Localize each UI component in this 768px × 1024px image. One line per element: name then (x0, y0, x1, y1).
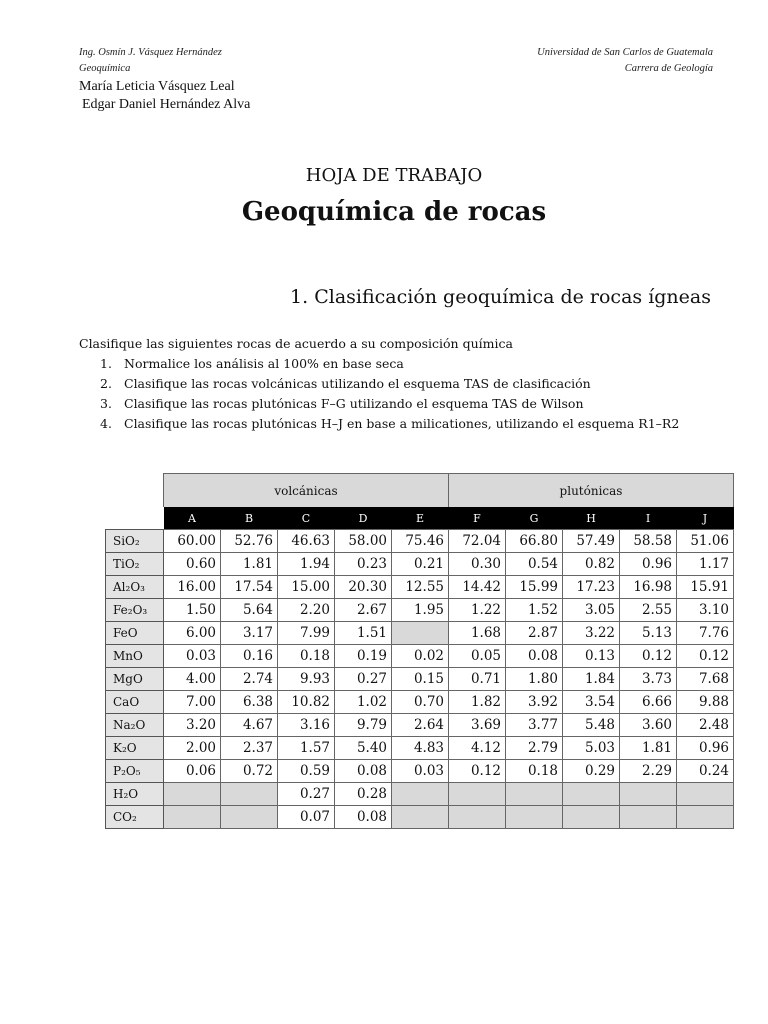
table-cell: 0.29 (563, 760, 620, 783)
table-cell: 2.55 (620, 599, 677, 622)
table-cell: 3.54 (563, 691, 620, 714)
table-cell (563, 783, 620, 806)
table-cell (449, 783, 506, 806)
table-cell: 0.82 (563, 553, 620, 576)
table-cell: 0.30 (449, 553, 506, 576)
table-cell: 3.73 (620, 668, 677, 691)
oxide-label: FeO (106, 622, 164, 645)
table-cell: 2.29 (620, 760, 677, 783)
table-cell: 3.10 (677, 599, 734, 622)
instruction-text: Clasifique las rocas volcánicas utilizando el esquema TAS de clasificación (124, 376, 591, 391)
instructions-intro: Clasifique las siguientes rocas de acuerdo a su composición química (79, 336, 513, 351)
table-cell: 0.06 (164, 760, 221, 783)
oxide-label: H₂O (106, 783, 164, 806)
author-1: María Leticia Vásquez Leal (79, 79, 235, 94)
table-cell: 9.93 (278, 668, 335, 691)
column-header-6: G (506, 507, 563, 530)
table-cell: 15.99 (506, 576, 563, 599)
table-cell: 15.00 (278, 576, 335, 599)
table-row (106, 714, 734, 737)
table-cell: 0.13 (563, 645, 620, 668)
table-cell: 3.92 (506, 691, 563, 714)
table-cell: 52.76 (221, 530, 278, 553)
table-cell: 7.68 (677, 668, 734, 691)
table-cell: 16.98 (620, 576, 677, 599)
table-cell: 3.05 (563, 599, 620, 622)
table-cell: 0.16 (221, 645, 278, 668)
table-cell (677, 783, 734, 806)
table-cell: 5.13 (620, 622, 677, 645)
column-header-4: E (392, 507, 449, 530)
oxide-label: Na₂O (106, 714, 164, 737)
table-cell: 0.54 (506, 553, 563, 576)
table-cell: 0.59 (278, 760, 335, 783)
table-cell: 0.27 (335, 668, 392, 691)
table-cell: 2.67 (335, 599, 392, 622)
instructions (79, 334, 679, 434)
table-cell: 0.18 (506, 760, 563, 783)
table-row (106, 645, 734, 668)
group-header-1: plutónicas (449, 474, 734, 508)
instruction-text: Clasifique las rocas plutónicas H–J en base a milicationes, utilizando el esquema R1–R2 (124, 416, 680, 431)
table-cell (506, 783, 563, 806)
table-cell: 2.20 (278, 599, 335, 622)
table-cell: 4.67 (221, 714, 278, 737)
table-cell: 6.38 (221, 691, 278, 714)
instruction-text: Clasifique las rocas plutónicas F–G utilizando el esquema TAS de Wilson (124, 396, 584, 411)
table-cell: 57.49 (563, 530, 620, 553)
table-cell (449, 806, 506, 829)
table-cell: 10.82 (278, 691, 335, 714)
column-header-3: D (335, 507, 392, 530)
table-row (106, 622, 734, 645)
oxide-label: TiO₂ (106, 553, 164, 576)
table-cell: 7.99 (278, 622, 335, 645)
table-cell: 4.00 (164, 668, 221, 691)
author-2: Edgar Daniel Hernández Alva (82, 97, 251, 112)
table-cell: 3.17 (221, 622, 278, 645)
table-cell: 20.30 (335, 576, 392, 599)
header-left (79, 45, 222, 77)
table-cell: 2.87 (506, 622, 563, 645)
column-header-8: I (620, 507, 677, 530)
group-header-row (106, 474, 734, 508)
table-cell: 6.66 (620, 691, 677, 714)
table-cell: 60.00 (164, 530, 221, 553)
table-cell: 0.08 (506, 645, 563, 668)
table-cell: 3.77 (506, 714, 563, 737)
table-cell: 3.22 (563, 622, 620, 645)
table-cell: 2.00 (164, 737, 221, 760)
column-header-9: J (677, 507, 734, 530)
table-cell: 2.79 (506, 737, 563, 760)
table-row (106, 668, 734, 691)
table-cell: 1.51 (335, 622, 392, 645)
table-cell: 58.58 (620, 530, 677, 553)
table-cell (164, 806, 221, 829)
table-cell: 5.64 (221, 599, 278, 622)
table-cell: 1.81 (620, 737, 677, 760)
table-cell: 0.21 (392, 553, 449, 576)
table-cell: 1.68 (449, 622, 506, 645)
column-header-5: F (449, 507, 506, 530)
table-cell: 0.71 (449, 668, 506, 691)
rock-composition-table (105, 473, 734, 829)
table-cell: 0.12 (677, 645, 734, 668)
table-cell (392, 783, 449, 806)
table-cell (677, 806, 734, 829)
table-cell: 75.46 (392, 530, 449, 553)
table-cell (506, 806, 563, 829)
table-cell: 1.22 (449, 599, 506, 622)
oxide-label: Al₂O₃ (106, 576, 164, 599)
table-cell: 0.12 (449, 760, 506, 783)
instruction-item: 4. Clasifique las rocas plutónicas H–J en base a milicationes, utilizando el esquema R1–R2 (100, 416, 680, 431)
program-name: Carrera de Geología (624, 63, 713, 74)
table-cell (392, 622, 449, 645)
document-title: Geoquímica de rocas (241, 197, 547, 227)
column-header-1: B (221, 507, 278, 530)
table-cell: 4.83 (392, 737, 449, 760)
table-cell: 12.55 (392, 576, 449, 599)
table-cell: 0.12 (620, 645, 677, 668)
table-cell: 1.57 (278, 737, 335, 760)
table-cell: 3.20 (164, 714, 221, 737)
section-title: 1. Clasificación geoquímica de rocas ígneas (290, 286, 711, 308)
table-cell: 5.03 (563, 737, 620, 760)
table-cell: 17.54 (221, 576, 278, 599)
course-name: Geoquímica (79, 63, 131, 74)
table-cell: 9.88 (677, 691, 734, 714)
group-header-0: volcánicas (164, 474, 449, 508)
oxide-label: CaO (106, 691, 164, 714)
oxide-label: CO₂ (106, 806, 164, 829)
table-cell: 3.16 (278, 714, 335, 737)
column-header-7: H (563, 507, 620, 530)
table-cell: 58.00 (335, 530, 392, 553)
table-cell: 0.27 (278, 783, 335, 806)
table-cell: 1.95 (392, 599, 449, 622)
table-cell: 51.06 (677, 530, 734, 553)
table-cell: 0.02 (392, 645, 449, 668)
table-cell: 0.60 (164, 553, 221, 576)
table-cell: 1.50 (164, 599, 221, 622)
column-header-2: C (278, 507, 335, 530)
table-cell: 4.12 (449, 737, 506, 760)
table-cell: 0.96 (620, 553, 677, 576)
table-cell: 72.04 (449, 530, 506, 553)
table-cell (563, 806, 620, 829)
column-header-row (106, 507, 734, 530)
oxide-label: MnO (106, 645, 164, 668)
table-cell: 1.52 (506, 599, 563, 622)
table-cell: 0.07 (278, 806, 335, 829)
table-cell: 0.08 (335, 806, 392, 829)
instruction-item: 2. Clasifique las rocas volcánicas utilizando el esquema TAS de clasificación (100, 376, 591, 391)
table-cell: 16.00 (164, 576, 221, 599)
table-cell: 0.05 (449, 645, 506, 668)
table-cell: 1.80 (506, 668, 563, 691)
table-cell: 2.74 (221, 668, 278, 691)
table-cell: 5.40 (335, 737, 392, 760)
table-row (106, 599, 734, 622)
table-cell: 0.08 (335, 760, 392, 783)
table-cell: 3.60 (620, 714, 677, 737)
table-cell: 3.69 (449, 714, 506, 737)
instruction-text: Normalice los análisis al 100% en base seca (124, 356, 404, 371)
table-cell: 1.17 (677, 553, 734, 576)
table-cell (221, 806, 278, 829)
table-cell: 6.00 (164, 622, 221, 645)
oxide-label: P₂O₅ (106, 760, 164, 783)
table-cell: 9.79 (335, 714, 392, 737)
table-row (106, 691, 734, 714)
instructor-name: Ing. Osmín J. Vásquez Hernández (79, 47, 222, 58)
table-cell: 1.82 (449, 691, 506, 714)
table-row (106, 553, 734, 576)
table-row (106, 760, 734, 783)
table-cell: 1.94 (278, 553, 335, 576)
table-cell: 1.81 (221, 553, 278, 576)
table-cell (620, 783, 677, 806)
authors (79, 78, 250, 114)
table-cell: 1.02 (335, 691, 392, 714)
oxide-label: MgO (106, 668, 164, 691)
table-cell: 0.72 (221, 760, 278, 783)
table-cell (221, 783, 278, 806)
table-cell: 2.37 (221, 737, 278, 760)
table-cell (392, 806, 449, 829)
document-type: HOJA DE TRABAJO (305, 165, 483, 186)
table-cell: 14.42 (449, 576, 506, 599)
university-name: Universidad de San Carlos de Guatemala (537, 47, 713, 58)
table-cell: 7.76 (677, 622, 734, 645)
table-cell: 0.03 (164, 645, 221, 668)
oxide-label: Fe₂O₃ (106, 599, 164, 622)
oxide-label: K₂O (106, 737, 164, 760)
column-header-0: A (164, 507, 221, 530)
table-cell (164, 783, 221, 806)
table-cell: 0.24 (677, 760, 734, 783)
table-cell: 66.80 (506, 530, 563, 553)
table-cell: 2.64 (392, 714, 449, 737)
table-row (106, 737, 734, 760)
table-row (106, 806, 734, 829)
header-right (537, 45, 713, 77)
instruction-item: 3. Clasifique las rocas plutónicas F–G utilizando el esquema TAS de Wilson (100, 396, 584, 411)
table-cell: 0.03 (392, 760, 449, 783)
table-cell: 17.23 (563, 576, 620, 599)
table-cell: 7.00 (164, 691, 221, 714)
table-cell: 0.18 (278, 645, 335, 668)
table-row (106, 783, 734, 806)
table-cell: 15.91 (677, 576, 734, 599)
table-cell: 0.15 (392, 668, 449, 691)
table-cell: 0.19 (335, 645, 392, 668)
table-cell (620, 806, 677, 829)
table-cell: 0.28 (335, 783, 392, 806)
table-cell: 0.23 (335, 553, 392, 576)
instruction-item: 1. Normalice los análisis al 100% en base seca (100, 356, 404, 371)
instructions-list (79, 354, 679, 434)
table-cell: 2.48 (677, 714, 734, 737)
oxide-label: SiO₂ (106, 530, 164, 553)
table-cell: 46.63 (278, 530, 335, 553)
table-cell: 0.96 (677, 737, 734, 760)
table-row (106, 530, 734, 553)
table-cell: 1.84 (563, 668, 620, 691)
table-cell: 0.70 (392, 691, 449, 714)
table-row (106, 576, 734, 599)
table-cell: 5.48 (563, 714, 620, 737)
